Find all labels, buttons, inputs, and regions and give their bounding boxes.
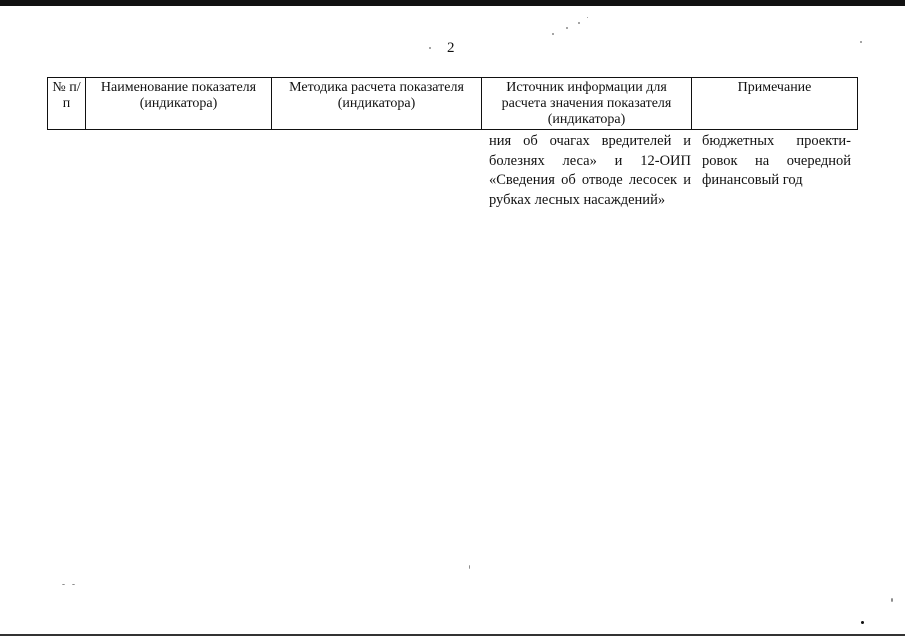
scan-speck [552,33,554,35]
note-text-line: бюджетных проекти- [702,133,851,149]
scan-speck [62,584,65,585]
scan-speck [860,41,862,43]
scan-speck [429,47,431,49]
scan-speck [891,598,893,602]
source-text-line: ния об очагах вредителей и [489,133,691,149]
scan-speck [469,565,470,569]
source-text-line: «Сведения об отводе лесосек и [489,172,691,188]
scan-speck [566,27,568,29]
continued-note-cell [702,132,851,191]
source-text-line: болезнях леса» и 12-ОИП [489,152,691,169]
note-text-line: финансовый год [702,172,803,188]
header-note: Примечание [692,78,858,130]
indicator-table-header [47,77,858,130]
scan-speck [587,17,588,18]
top-border-line [0,0,905,6]
table-header-row [48,78,858,130]
header-information-source: Источник информации для расчета значения показателя (индикатора) [482,78,692,130]
bottom-border-line [0,634,905,636]
header-row-number: № п/п [48,78,86,130]
page-number: 2 [447,40,455,56]
note-text-line: ровок на очередной [702,152,851,169]
continued-source-cell [489,132,691,210]
header-calculation-method: Методика расчета показателя (индикатора) [272,78,482,130]
header-indicator-name: Наименование показателя (индикатора) [86,78,272,130]
scan-speck [861,621,864,624]
source-text-line: рубках лесных насаждений» [489,191,666,208]
scan-speck [72,584,75,585]
scan-speck [578,22,580,24]
